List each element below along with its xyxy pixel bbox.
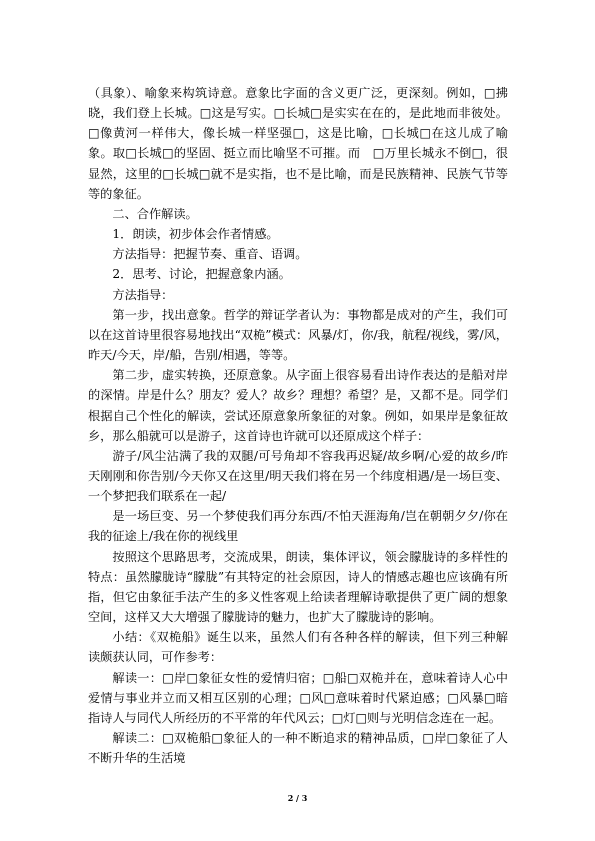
section-heading-cooperative-reading: 二、合作解读。 [112,206,198,221]
paragraph-interpretation-2: 解读二：□双桅船□象征人的一种不断追求的精神品质，□岸□象征了人不断升华的生活境 [88,731,508,766]
paragraph-summary: 小结：《双桅船》诞生以来，虽然人们有各种各样的解读，但下列三种解读颇获认同，可作参考： [88,630,508,665]
page-number: 2 / 3 [287,793,308,803]
paragraph-interpretation-1: 解读一：□岸□象征女性的爱情归宿；□船□双桅并在，意味着诗人心中爱情与事业并立而又相互区别的心理；□风□意味着时代紧迫感；□风暴□暗指诗人与同代人所经历的不平常的年代风云；□灯□则与光明信念连在一起。 [88,670,508,725]
paragraph-misty-poetry: 按照这个思路思考，交流成果，朗读，集体评议，领会朦胧诗的多样性的特点：虽然朦胧诗“朦胧”有其特定的社会原因，诗人的情感志趣也应该确有所指，但它由象征手法产生的多义性客观上给读者理解诗歌提供了更广阔的想象空间，这样又大大增强了朦胧诗的魅力，也扩大了朦胧诗的影响。 [88,549,508,625]
poem-rewrite-part-1: 游子/风尘沾满了我的双腿/可号角却不容我再迟疑/故乡啊/心爱的故乡/昨天刚刚和你告别/今天你又在这里/明天我们将在另一个纬度相遇/是一场巨变、一个梦把我们联系在一起/ [88,448,508,504]
document-body [88,83,508,768]
paragraph-find-imagery: 第一步，找出意象。哲学的辩证学者认为：事物都是成对的产生，我们可以在这首诗里很容易地找出“双桅”模式：风暴/灯，你/我，航程/视线，雾/风，昨天/今天，岸/船，告别/相遇，等等。 [88,307,508,363]
step-2-discussion: 2．思考、讨论，把握意象内涵。 [112,267,291,282]
paragraph-restore-imagery: 第二步，虚实转换，还原意象。从字面上很容易看出诗作表达的是船对岸的深情。岸是什么？朋友？爱人？故乡？理想？希望？是，又都不是。同学们根据自己个性化的解读，尝试还原意象所象征的对象。例如，如果岸是象征故乡，那么船就可以是游子，这首诗也许就可以还原成这个样子： [88,368,508,443]
method-guide-2: 方法指导： [112,287,174,302]
paragraph-imagery-explanation: （具象）、喻象来构筑诗意。意象比字面的含义更广泛，更深刻。例如，□拂晓，我们登上长城。□这是写实。□长城□是实实在在的，是此地而非彼处。□像黄河一样伟大，像长城一样坚强□，这是比喻，□长城□在这儿成了喻象。取□长城□的坚固、挺立而比喻坚不可摧。而 □万里长城永不倒□，很显然，这里的□长城□就不是实指，也不是比喻，而是民族精神、民族气节等等的象征。 [88,86,508,201]
poem-rewrite-part-2: 是一场巨变、另一个梦使我们再分东西/不怕天涯海角/岂在朝朝夕夕/你在我的征途上/我在你的视线里 [88,509,508,544]
method-guide-1: 方法指导：把握节奏、重音、语调。 [112,247,308,262]
step-1-read-aloud: 1．朗读，初步体会作者情感。 [112,227,279,242]
